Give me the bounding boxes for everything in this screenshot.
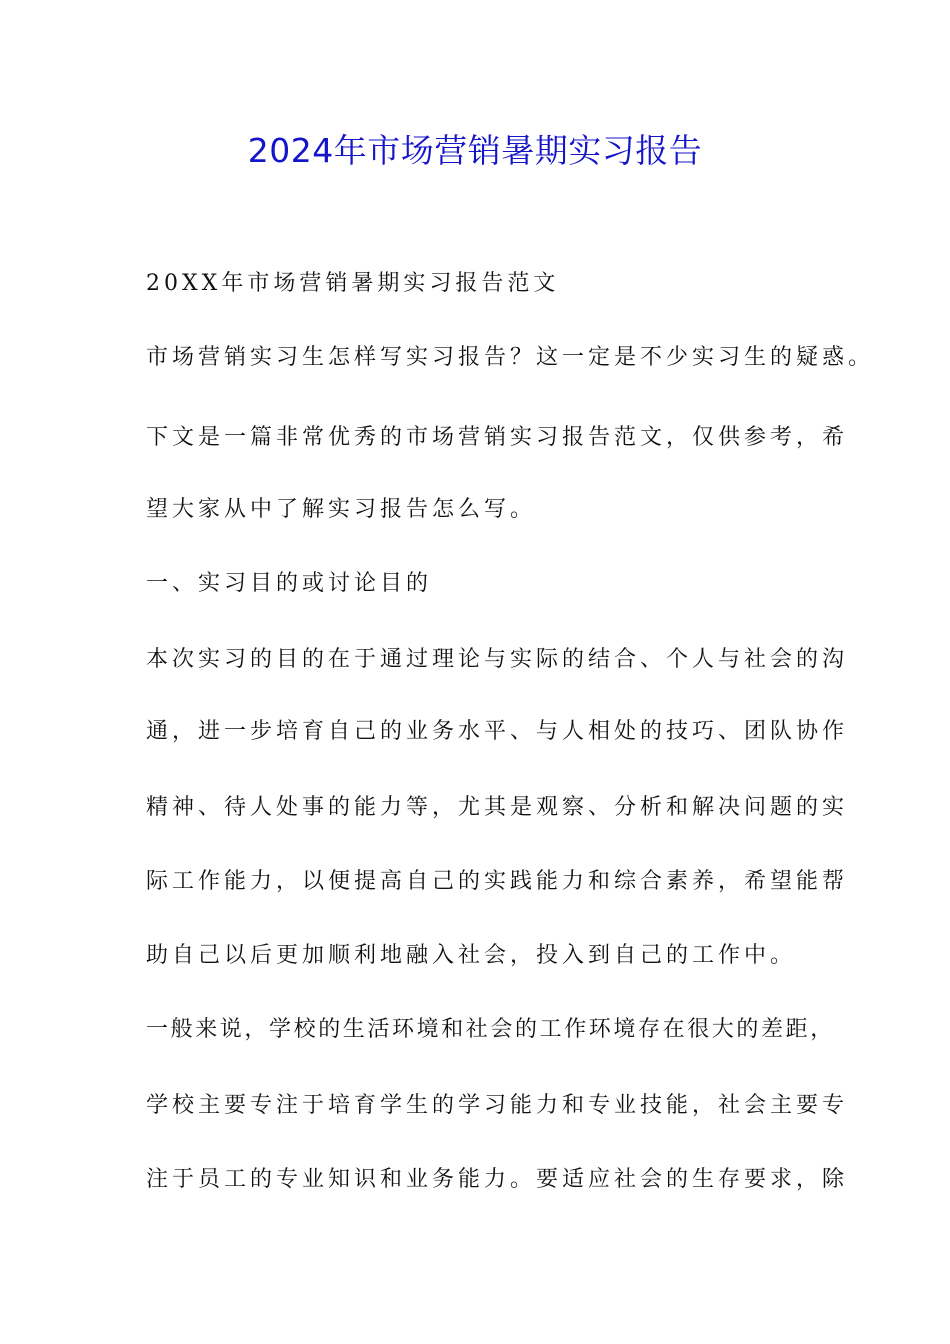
text-line-12: 学校主要专注于培育学生的学习能力和专业技能，社会主要专 <box>146 1093 849 1118</box>
text-line-10: 助自己以后更加顺利地融入社会，投入到自己的工作中。 <box>146 943 797 968</box>
text-line-9: 际工作能力，以便提高自己的实践能力和综合素养，希望能帮 <box>146 869 849 894</box>
text-line-11: 一般来说，学校的生活环境和社会的工作环境存在很大的差距， <box>146 1017 835 1042</box>
text-line-1: 20XX年市场营销暑期实习报告范文 <box>146 271 560 296</box>
text-line-2: 市场营销实习生怎样写实习报告？这一定是不少实习生的疑惑。 <box>146 345 875 370</box>
section-heading-1: 一、实习目的或讨论目的 <box>146 571 433 596</box>
text-line-4: 望大家从中了解实习报告怎么写。 <box>146 497 537 522</box>
text-line-13: 注于员工的专业知识和业务能力。要适应社会的生存要求，除 <box>146 1167 849 1192</box>
text-line-7: 通，进一步培育自己的业务水平、与人相处的技巧、团队协作 <box>146 719 849 744</box>
text-line-8: 精神、待人处事的能力等，尤其是观察、分析和解决问题的实 <box>146 795 849 820</box>
text-line-3: 下文是一篇非常优秀的市场营销实习报告范文，仅供参考，希 <box>146 425 849 450</box>
text-line-6: 本次实习的目的在于通过理论与实际的结合、个人与社会的沟 <box>146 647 849 672</box>
document-title: 2024年市场营销暑期实习报告 <box>247 131 703 170</box>
